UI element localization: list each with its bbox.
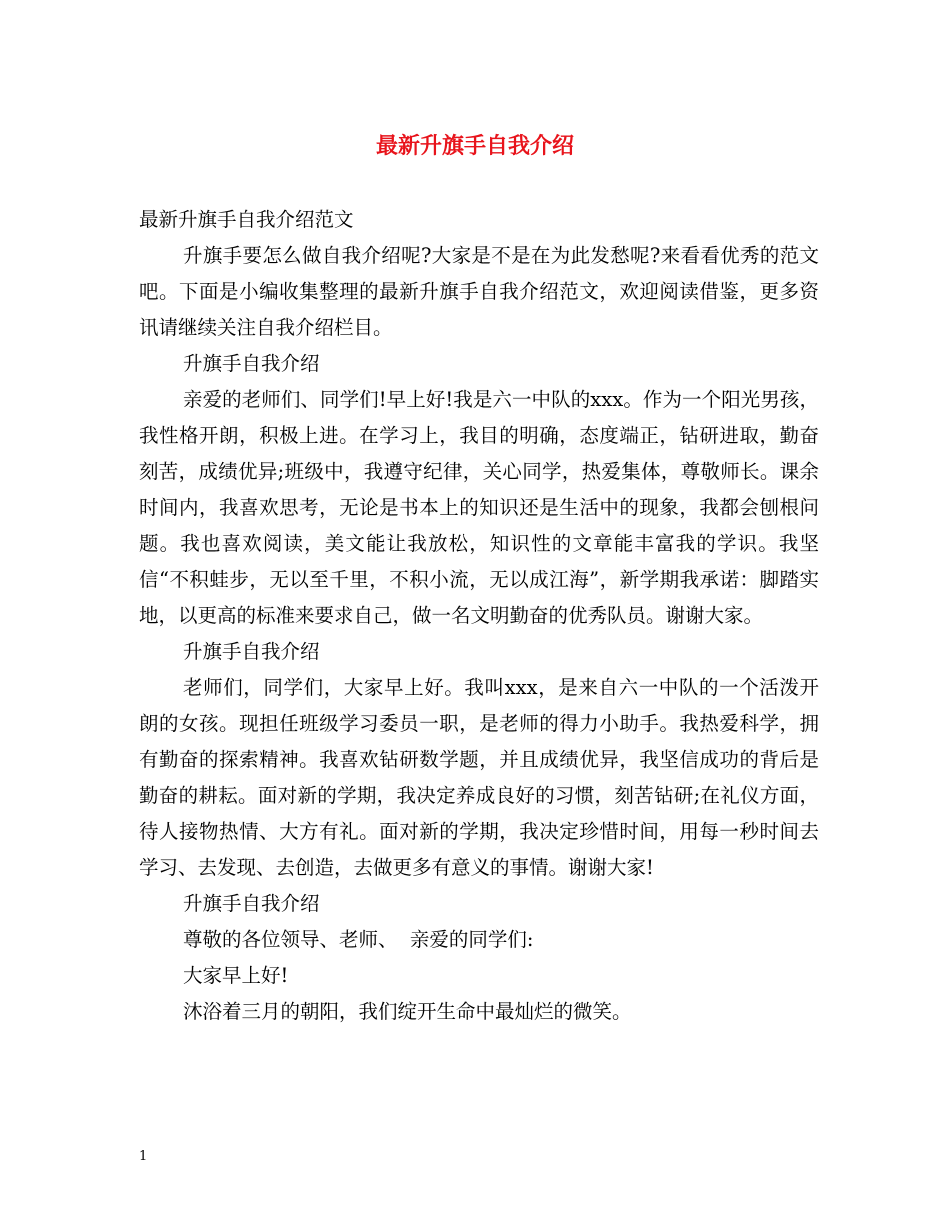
paragraph-salutation: 尊敬的各位领导、老师、 亲爱的同学们:	[183, 928, 534, 951]
paragraph-heading-1: 升旗手自我介绍	[183, 352, 320, 375]
paragraph-intro: 升旗手要怎么做自我介绍呢?大家是不是在为此发愁呢?来看看优秀的范文吧。下面是小编收集整理的最新升旗手自我介绍范文，欢迎阅读借鉴，更多资讯请继续关注自我介绍栏目。	[139, 244, 819, 339]
paragraph-opening: 沐浴着三月的朝阳，我们绽开生命中最灿烂的微笑。	[183, 1000, 632, 1023]
paragraph-greeting: 大家早上好!	[183, 964, 289, 987]
page-number: 1	[139, 1149, 148, 1164]
paragraph-heading-2: 升旗手自我介绍	[183, 640, 320, 663]
paragraph-subtitle: 最新升旗手自我介绍范文	[139, 208, 354, 231]
paragraph-speech-1: 亲爱的老师们、同学们!早上好!我是六一中队的xxx。作为一个阳光男孩，我性格开朗，积极上进。在学习上，我目的明确，态度端正，钻研进取，勤奋刻苦，成绩优异;班级中，我遵守纪律，关心同学，热爱集体，尊敬师长。课余时间内，我喜欢思考，无论是书本上的知识还是生活中的现象，我都会刨根问题。我也喜欢阅读，美文能让我放松，知识性的文章能丰富我的学识。我坚信“不积蛙步，无以至千里，不积小流，无以成江海”，新学期我承诺：脚踏实地，以更高的标准来要求自己，做一名文明勤奋的优秀队员。谢谢大家。	[139, 388, 819, 627]
paragraph-speech-2: 老师们，同学们，大家早上好。我叫xxx，是来自六一中队的一个活泼开朗的女孩。现担任班级学习委员一职，是老师的得力小助手。我热爱科学，拥有勤奋的探索精神。我喜欢钻研数学题，并且成绩优异，我坚信成功的背后是勤奋的耕耘。面对新的学期，我决定养成良好的习惯，刻苦钻研;在礼仪方面，待人接物热情、大方有礼。面对新的学期，我决定珍惜时间，用每一秒时间去学习、去发现、去创造，去做更多有意义的事情。谢谢大家!	[139, 676, 819, 879]
document-title: 最新升旗手自我介绍	[375, 134, 574, 159]
document-body	[139, 202, 819, 1030]
paragraph-heading-3: 升旗手自我介绍	[183, 892, 320, 915]
